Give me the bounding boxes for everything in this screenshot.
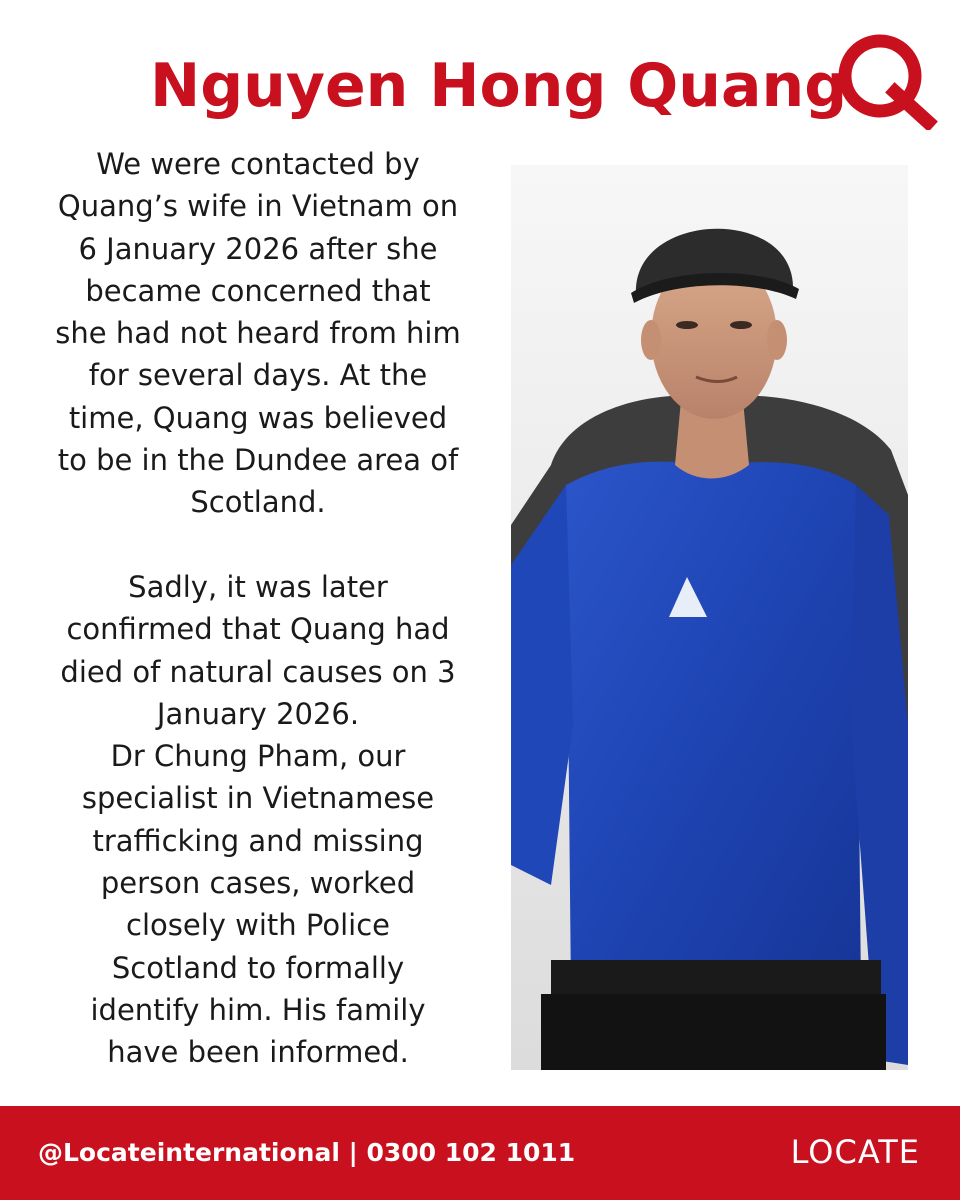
person-photo [511, 165, 908, 1070]
body-text: We were contacted by Quang’s wife in Vietnam on 6 January 2026 after she became concerned that she had not heard from him for several days. At the time, Quang was believed to be in the Dundee area of Scotland. Sadly, it was later confirmed that Quang had died of natural causes on 3 January 2026. Dr Chung Pham, our specialist in Vietnamese trafficking and missing person cases, worked closely with Police Scotland to formally identify him. His family have been informed. [55, 147, 461, 1070]
q-logo-icon [832, 30, 938, 130]
footer-bar [0, 1106, 960, 1200]
footer-contact: @Locateinternational | 0300 102 1011 [38, 1138, 576, 1167]
locate-logo: LOCATE [790, 1133, 920, 1171]
page-title: Nguyen Hong Quang [150, 51, 848, 121]
